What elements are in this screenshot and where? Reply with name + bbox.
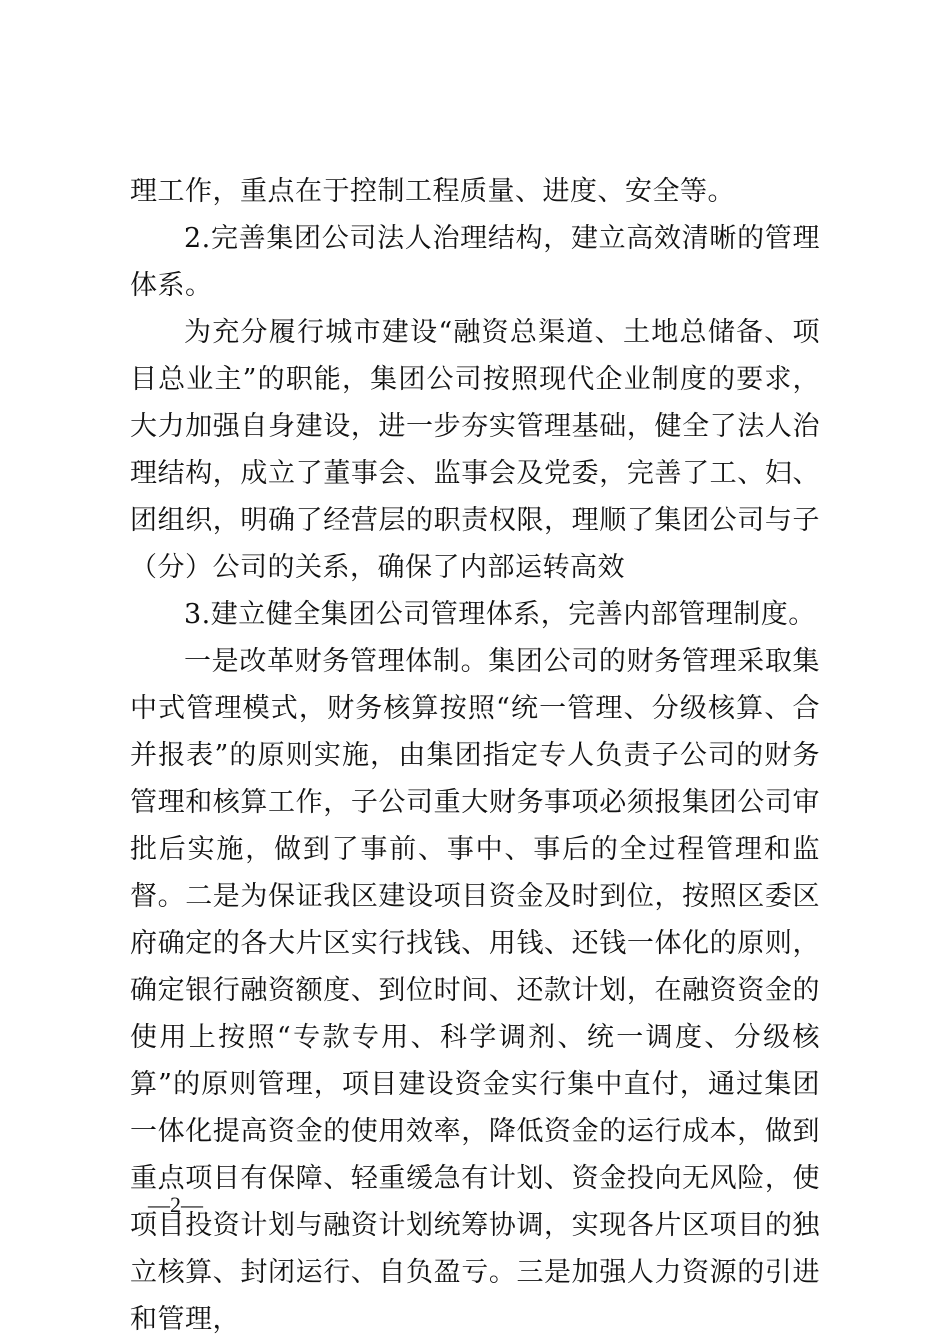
page-number: —2— [148, 1192, 203, 1217]
body-text [130, 168, 820, 1343]
paragraph-continuation: 理工作，重点在于控制工程质量、进度、安全等。 [130, 176, 735, 207]
section-heading-3: 3.建立健全集团公司管理体系，完善内部管理制度。 [184, 599, 816, 630]
section-heading-2: 2.完善集团公司法人治理结构，建立高效清晰的管理体系。 [130, 223, 820, 301]
paragraph-management-system: 一是改革财务管理体制。集团公司的财务管理采取集中式管理模式，财务核算按照“统一管理、分级核算、合并报表”的原则实施，由集团指定专人负责子公司的财务管理和核算工作，子公司重大财务事项必须报集团公司审批后实施，做到了事前、事中、事后的全过程管理和监督。二是为保证我区建设项目资金及时到位，按照区委区府确定的各大片区实行找钱、用钱、还钱一体化的原则，确定银行融资额度、到位时间、还款计划，在融资资金的使用上按照“专款专用、科学调剂、统一调度、分级核算”的原则管理，项目建设资金实行集中直付，通过集团一体化提高资金的使用效率，降低资金的运行成本，做到重点项目有保障、轻重缓急有计划、资金投向无风险，使项目投资计划与融资计划统筹协调，实现各片区项目的独立核算、封闭运行、自负盈亏。三是加强人力资源的引进和管理， [130, 646, 820, 1335]
paragraph-governance: 为充分履行城市建设“融资总渠道、土地总储备、项目总业主”的职能，集团公司按照现代企业制度的要求，大力加强自身建设，进一步夯实管理基础，健全了法人治理结构，成立了董事会、监事会及党委，完善了工、妇、团组织，明确了经营层的职责权限，理顺了集团公司与子（分）公司的关系，确保了内部运转高效 [130, 317, 820, 583]
